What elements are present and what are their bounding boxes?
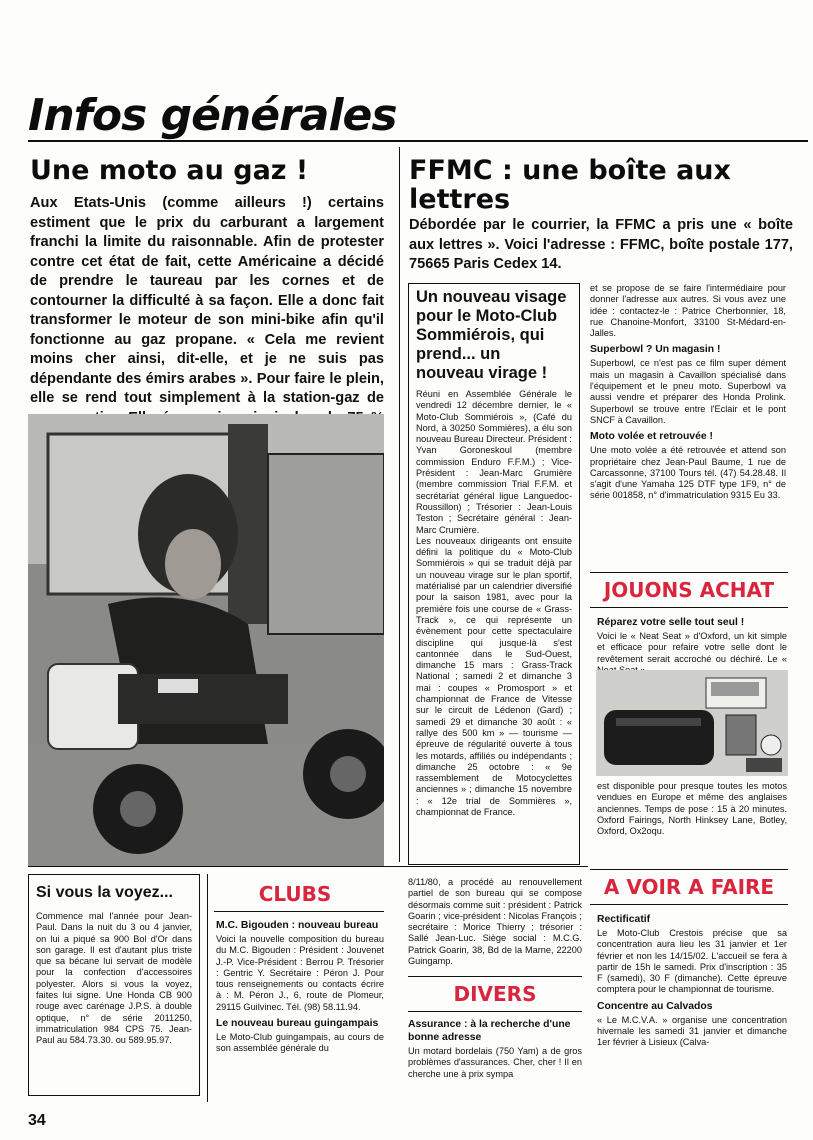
ffmc-article-title: FFMC : une boîte aux lettres <box>409 155 731 215</box>
si-vous-title: Si vous la voyez... <box>36 884 173 901</box>
section-header-title: Infos générales <box>28 90 397 141</box>
a-voir-a-faire-heading: A VOIR A FAIRE <box>603 875 775 899</box>
page-number: 34 <box>28 1112 46 1129</box>
superbowl-text: Superbowl, ce n'est pas ce film super dément mais un magasin à Cavaillon spécialisé dans l'équipement et le pneu moto. Superbowl va aussi vendre et préparer des Honda Prolink. Superbowl se trouve entre l'Eclair et le pont SNCF à Cavaillon. <box>590 358 786 425</box>
gas-article-title: Une moto au gaz ! <box>30 155 309 186</box>
clubs-block <box>216 915 384 1055</box>
neat-seat-text-continued: est disponible pour presque toutes les motos vendues en Europe et même des anglaises anciennes. Temps de pose : 15 à 20 minutes. Oxford Fairings, North Hinksey Lane, Botley, Oxford, Ox2oqu. <box>597 781 787 837</box>
divers-rule-bottom <box>408 1011 582 1012</box>
voir-rule-top <box>590 869 788 870</box>
bigouden-text: Voici la nouvelle composition du bureau du M.C. Bigouden : Président : Jouvenet J.-P. Vice-Président : Berrou P. Trésorier : Gentric Y. Secrétaire : Péron J. Pour tous renseignements ou contacts écrire à : M. Péron J., 6, route de Plomeur, 29115 Guilvinec. Tél. (98) 58.11.94. <box>216 934 384 1012</box>
column-divider <box>399 147 400 862</box>
jouons-achat-block <box>597 612 787 676</box>
stolen-bike-subhead: Moto volée et retrouvée ! <box>590 431 713 443</box>
calvados-subhead: Concentre au Calvados <box>597 1000 713 1012</box>
voir-rule-bottom <box>590 904 788 905</box>
bigouden-subhead: M.C. Bigouden : nouveau bureau <box>216 920 379 931</box>
neat-seat-kit-illustration <box>596 670 788 776</box>
guingamp-text-continued: 8/11/80, a procédé au renouvellement partiel de son bureau qui se compose désormais comme suit : président : Patrick Goarin ; vice-président : Nicolas François ; secrétaire : Morice Thierry ; trésorier : Sallé Jean-Luc. Siège social : M.C.G. Patrick Goarin, 38, Bd de la Marne, 22200 Guingamp. <box>408 877 582 967</box>
neat-seat-text: Voici le « Neat Seat » d'Oxford, un kit simple et efficace pour refaire votre selle dont le revêtement serait accroché ou déchiré. Le « <box>597 631 787 664</box>
jouons-achat-heading: JOUONS ACHAT <box>603 578 775 602</box>
stolen-bike-text: Une moto volée a été retrouvée et attend son propriétaire chez Jean-Paul Baume, 1 rue de Carcassonne, 37100 Tours tél. (47) 54.28.48. Il s'agit d'une Yamaha 125 DTF type 1F9, n° de série 001858, n° d'immatriculation 9315 Eu 33. <box>590 445 786 501</box>
guingamp-text: Le Moto-Club guingampais, au cours de son assemblée générale du <box>216 1032 384 1054</box>
jouons-rule-top <box>590 572 788 573</box>
sommierois-paragraph-1: Réuni en Assemblée Générale le vendredi 12 décembre dernier, le « Moto-Club Sommiérois », (Café du Nord, à 30250 Sommières), a élu son nouveau Bureau Directeur. Président : Yvan Goroneskoul (membre commission Enduro F.F.M.) ; Vice-Président : Jean-Marc Grumière (membre commission Trial F.F.M. et secrétariat général ligue Languedoc-Roussillon) ; Trésorier : Jean-Louis Teston ; Secrétaire général : Jean-Marc Crumière. <box>416 389 572 535</box>
assurance-subhead: Assurance : à la recherche d'une bonne adresse <box>408 1019 571 1043</box>
bottom-section-rule <box>28 866 588 867</box>
right-column-upper <box>590 283 786 502</box>
clubs-rule <box>214 911 384 912</box>
jouons-rule-bottom <box>590 607 788 608</box>
guingamp-subhead: Le nouveau bureau guingampais <box>216 1018 379 1030</box>
rectificatif-subhead: Rectificatif <box>597 914 651 925</box>
main-photo <box>28 414 384 866</box>
rectificatif-text: Le Moto-Club Crestois précise que sa concentration aura lieu les 31 janvier et 1er février et non les 14/15/02. L'accueil se fera à partir de 15h le samedi. Prix d'inscription : 35 F (samedi), 30 F (dimanche). Cette épreuve comptera pour le championnat de tourisme. <box>597 928 787 995</box>
header-rule <box>28 140 808 142</box>
sommierois-title: Un nouveau visage pour le Moto-Club Sommiérois, qui prend... un nouveau virage ! <box>416 288 567 382</box>
si-vous-la-voyez-box <box>28 874 200 1096</box>
superbowl-subhead: Superbowl ? Un magasin ! <box>590 344 721 356</box>
assurance-text: Un motard bordelais (750 Yam) a de gros problèmes d'assurances. Cher, cher ! Il en cherche une à prix sympa <box>408 1046 582 1079</box>
gas-article-text: Aux Etats-Unis (comme ailleurs !) certains estiment que le prix du carburant a largement franchi la limite du raisonnable. Afin de protester contre cet état de fait, cette Américaine a décidé de prendre le taureau par les cornes et de contourner la difficulté à sa façon. Elle a donc fait transformer le moteur de son mini-bike afin qu'il fonctionne au gaz propane. « Cela me revient moins cher ainsi, dit-elle, et je ne suis pas dépendante des émirs arabes ». Pour faire le plein, elle se rend tout simplement à la station-gaz de <box>30 195 384 406</box>
clubs-heading: CLUBS <box>258 882 332 906</box>
divers-block <box>408 1014 582 1080</box>
divers-rule-top <box>408 976 582 977</box>
clubs-left-rule <box>207 874 208 1102</box>
sommierois-box <box>408 283 580 865</box>
calvados-text: « Le M.C.V.A. » organise une concentration hivernale les samedi 31 janvier et dimanche 1er février à Lisieux (Calva- <box>597 1014 787 1048</box>
sommierois-paragraph-2: Les nouveaux dirigeants ont ensuite défini la politique du « Moto-Club Sommiérois » qui se traduit déjà par un nouveau virage sur le plan sportif, matérialisé par un calendrier diversifié pour la saison 1981, avec pour la première fois une course de « Grass-Track », ce qui représente un évènement pour cette spectaculaire discipline qui jusque-là s'est cantonnée dans le Sud-Ouest, dimanche 15 mars : Grass-Track National ; samedi 2 et dimanche 3 mai : coupes « Promosport » et championnat de France de Vitesse sur le circuit de Lédenon (Gard) ; samedi 29 et dimanche 30 août : « rallye des 500 km » — tourisme — épreuve de régularité ouverte à tous les motards, affiliés ou indépendants ; dimanche 25 octobre : « 9e rassemblement de Motocyclettes anciennes » ; dimanche 15 novembre : « 12e trial de Sommières », championnat de France. <box>416 535 572 817</box>
contact-intro-text: et se propose de se faire l'intermédiaire pour donner l'adresse aux autres. Si vous avez une idée : contactez-le : Patrice Cherbonnier, 18, rue Chanoine-Monfort, 33100 St-Médard-en-Jalles. <box>590 283 786 339</box>
a-voir-a-faire-block <box>597 909 787 1049</box>
neat-seat-subhead: Réparez votre selle tout seul ! <box>597 617 745 628</box>
si-vous-text: Commence mal l'année pour Jean-Paul. Dans la nuit du 3 ou 4 janvier, on lui a piqué sa 900 Bol d'Or dans son garage. Il est d'autant plus triste que sa bécane lui servait de modèle pour la confection d'accessoires polyester. Alors si vous la voyez, faites lui signe. Une Honda CB 900 rouge avec carénage J.P.S. à double optique, n° de série 2011250, immatriculation 984 CPS 75. Jean-Paul au 584.73.30. ou 589.95.97. <box>36 911 192 1046</box>
neat-seat-photo <box>596 670 788 776</box>
mini-bike-photo-illustration <box>28 414 384 866</box>
ffmc-article-text: Débordée par le courrier, la FFMC a pris une « boîte aux lettres ». Voici l'adresse : FFMC, boîte postale 177, 75665 Paris Cedex 14. <box>409 217 793 272</box>
divers-heading: DIVERS <box>453 982 537 1006</box>
